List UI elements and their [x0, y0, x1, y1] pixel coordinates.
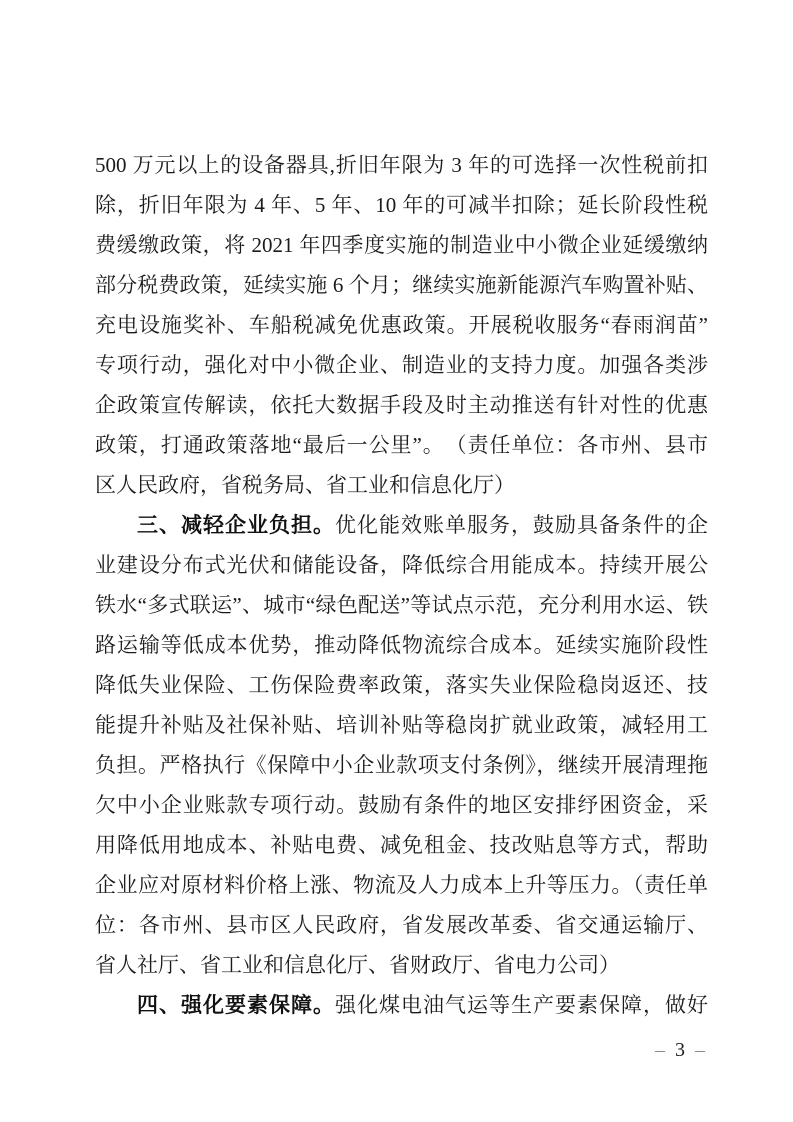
text-line — [95, 745, 708, 785]
text-segment: 省人社厅、省工业和信息化厅、省财政厅、省电力公司） — [95, 953, 620, 977]
document-body — [95, 145, 708, 1025]
text-segment: 强化煤电油气运等生产要素保障，做好 — [335, 993, 708, 1017]
text-segment: 业建设分布式光伏和储能设备，降低综合用能成本。持续开展公 — [95, 553, 708, 577]
text-segment: 能提升补贴及社保补贴、培训补贴等稳岗扩就业政策，减轻用工 — [95, 713, 708, 737]
text-segment: 优化能效账单服务，鼓励具备条件的企 — [335, 513, 708, 537]
text-segment: 500 万元以上的设备器具,折旧年限为 3 年的可选择一次性税前扣 — [95, 153, 708, 177]
text-line — [95, 465, 708, 505]
text-line — [95, 345, 708, 385]
text-segment: 企业应对原材料价格上涨、物流及人力成本上升等压力。（责任单 — [95, 873, 708, 897]
text-line — [95, 785, 708, 825]
text-line — [95, 265, 708, 305]
text-line — [95, 425, 708, 465]
text-line — [95, 585, 708, 625]
text-segment: 路运输等低成本优势，推动降低物流综合成本。延续实施阶段性 — [95, 633, 708, 657]
paragraph-section-4-strengthen-factor-guarantee — [95, 985, 708, 1025]
text-line — [95, 185, 708, 225]
text-line — [95, 705, 708, 745]
text-line — [95, 905, 708, 945]
page-footer — [653, 1038, 708, 1062]
text-line — [95, 825, 708, 865]
page-number-left-dash: – — [655, 1039, 666, 1061]
text-segment: 负担。严格执行《保障中小企业款项支付条例》，继续开展清理拖 — [95, 753, 708, 777]
text-line — [95, 505, 708, 545]
page-number: 3 — [675, 1039, 686, 1061]
text-line — [95, 985, 708, 1025]
text-segment: 欠中小企业账款专项行动。鼓励有条件的地区安排纾困资金，采 — [95, 793, 708, 817]
text-segment: 用降低用地成本、补贴电费、减免租金、技改贴息等方式，帮助 — [95, 833, 708, 857]
text-line — [95, 545, 708, 585]
text-segment: 区人民政府，省税务局、省工业和信息化厅） — [95, 473, 515, 497]
text-segment: 企政策宣传解读，依托大数据手段及时主动推送有针对性的优惠 — [95, 393, 708, 417]
paragraph-tax-relief-continuation — [95, 145, 708, 505]
text-segment: 部分税费政策，延续实施 6 个月；继续实施新能源汽车购置补贴、 — [95, 273, 708, 297]
text-line — [95, 305, 708, 345]
text-line — [95, 225, 708, 265]
section-heading: 四、强化要素保障。 — [137, 994, 335, 1017]
text-line — [95, 665, 708, 705]
text-segment: 专项行动，强化对中小微企业、制造业的支持力度。加强各类涉 — [95, 353, 708, 377]
text-segment: 政策，打通政策落地“最后一公里”。 （责任单位：各市州、县市 — [95, 433, 708, 457]
text-segment: 位：各市州、县市区人民政府，省发展改革委、省交通运输厅、 — [95, 913, 708, 937]
text-segment: 降低失业保险、工伤保险费率政策，落实失业保险稳岗返还、技 — [95, 673, 708, 697]
text-line — [95, 625, 708, 665]
text-segment: 铁水“多式联运”、城市“绿色配送”等试点示范，充分利用水运、铁 — [95, 593, 708, 617]
text-line — [95, 945, 708, 985]
text-segment: 充电设施奖补、车船税减免优惠政策。开展税收服务“春雨润苗” — [95, 313, 708, 337]
text-segment: 费缓缴政策，将 2021 年四季度实施的制造业中小微企业延缓缴纳 — [95, 233, 708, 257]
section-heading: 三、减轻企业负担。 — [137, 514, 335, 537]
text-line — [95, 385, 708, 425]
text-line — [95, 145, 708, 185]
paragraph-section-3-reduce-enterprise-burden — [95, 505, 708, 985]
page-number-right-dash: – — [695, 1039, 706, 1061]
text-line — [95, 865, 708, 905]
text-segment: 除，折旧年限为 4 年、5 年、10 年的可减半扣除；延长阶段性税 — [95, 193, 708, 217]
